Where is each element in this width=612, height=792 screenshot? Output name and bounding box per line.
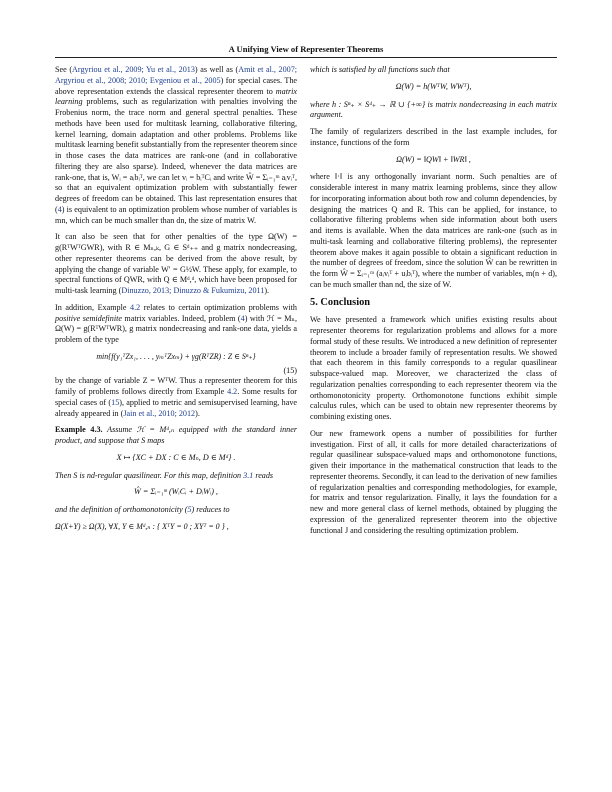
left-column [55, 65, 297, 540]
equation-ref-link[interactable]: 4 [240, 313, 245, 323]
right-column [310, 65, 557, 542]
equation-norm: Ω(W) = ‖QW‖ + ‖WR‖ , [396, 154, 471, 164]
example-label: Example 4.3. [55, 425, 103, 435]
header-rule [55, 57, 557, 58]
definition-ref-link[interactable]: 3.1 [243, 470, 254, 480]
citation-link[interactable]: Jain et al., 2010; 2012 [123, 408, 196, 418]
equation-ref-link[interactable]: 4 [57, 204, 62, 214]
equation-number: (15) [283, 365, 297, 375]
example-ref-link[interactable]: 4.2 [130, 302, 141, 312]
equation-h: Ω(W) = h(WᵀW, WWᵀ), [395, 81, 472, 91]
citation-link[interactable]: Dinuzzo, 2013; Dinuzzo & Fukumizu, 2011 [121, 286, 265, 295]
equation-what: Ŵ = Σᵢ₌₁ᵐ (WᵢCᵢ + DᵢWᵢ) , [134, 487, 218, 497]
example-text-orthomonotonicity: and the definition of orthomonotonicity (5) reduces to [55, 505, 230, 514]
paragraph-change-of-variable: by the change of variable Z = WᵀW. Thus a representer theorem for this family of problems follows directly from Example 4.2. Some results for special cases of (15), applied to metric and semisupervised learning, have already appeared in (Jain et al., 2010; 2012). [55, 376, 298, 418]
example-text: Then S is nd-regular quasilinear. For this map, definition 3.1 reads [55, 470, 274, 480]
equation-orthomonotone: Ω(X+Y) ≥ Ω(X), ∀X, Y ∈ Mᵈ,ₙ : { XᵀY = 0 ; XYᵀ = 0 } , [55, 521, 229, 531]
running-header: A Unifying View of Representer Theorems [228, 44, 384, 54]
citation-link[interactable]: Amit et al., 2007; Argyriou et al., 2008; 2010; Evgeniou et al., 2005 [55, 65, 298, 85]
paragraph-family: The family of regularizers described in the last example includes, for instance, functions of the form [310, 127, 557, 147]
equation-15: min{f(y₁ᵀZx₁, . . . , yₘᵀZxₘ) + γg(RᵀZR) : Z ∈ Sⁿ₊} [96, 351, 256, 361]
paragraph-satisfied: which is satisfied by all functions such that [310, 65, 450, 74]
equation-ref-link[interactable]: 15 [111, 397, 120, 407]
section-heading-conclusion: 5. Conclusion [310, 296, 371, 308]
paragraph-conclusion-1: We have presented a framework which unifies existing results about representer theorems for regularization problems and allows for a more formal study of these results. We introduced a new definition of representer theorem to include a broader family of representation results. We showed that each theorem in this family corresponds to a regular quasilinear subspace-valued map. Moreover, we characterized the class of regularization penalties corresponding to each representer theorem via the orthomonotonicity property. Orthomonotone functions exhibit simple calculus rules, which can be used to obtain new representer theorems by combining existing ones. [310, 315, 557, 421]
example-ref-link[interactable]: 4.2 [227, 387, 238, 396]
citation-link[interactable]: Argyriou et al., 2009; Yu et al., 2013 [72, 65, 195, 74]
paragraph-other-penalties: It can also be seen that for other penalties of the type Ω(W) = g(RᵀWᵀGWR), with R ∈ Mₙ,ₖ, G ∈ Sᵈ₊₊ and g matrix nondecreasing, other representer theorems can be derived from the above result, by applying the change of variable W′ = G½W. These apply, for example, to spectral functions of QWR, with Q ∈ Mᵈ,ᵈ, which have been proposed for multi-task learning (Dinuzzo, 2013; Dinuzzo & Fukumizu, 2011). [55, 232, 297, 295]
paragraph-orthogonal-norm: where ‖·‖ is any orthogonally invariant norm. Such penalties are of considerable interest in many matrix learning problems, since they allow for incorporating information about both row and column dependencies, by designing the matrices Q and R. This can be applied, for instance, to collaborative filtering problems when side information about both users and items is available. When the data matrices are rank-one (such as in multi-task learning and collaborative filtering problems), the representer theorem above makes it again possible to obtain a significant reduction in the number of degrees of freedom, since the solution Ŵ can be rewritten in the form Ŵ = Σᵢ₌₁ᵐ (aᵢvᵢᵀ + uᵢbᵢᵀ), where the number of variables, m(n + d), can be much smaller than nd, the size of W. [310, 172, 557, 289]
paragraph-h-definition: where h : Sⁿ₊ × Sᵈ₊ → ℝ ∪ {+∞} is matrix nondecreasing in each matrix argument. [310, 99, 557, 120]
equation-ref-link[interactable]: 5 [187, 505, 192, 514]
paragraph-psd: In addition, Example 4.2 relates to certain optimization problems with positive semidefinite matrix variables. Indeed, problem (4) with ℋ = Mₙ, Ω(W) = g(RᵀWᵀWR), g matrix nondecreasing and rank-one data, yields a problem of the type [55, 302, 297, 344]
example-4-3: Example 4.3. Assume ℋ = Mᵈ,ₙ equipped with the standard inner product, and suppose that S maps [55, 425, 297, 445]
paragraph-representation: See (Argyriou et al., 2009; Yu et al., 2013) as well as (Amit et al., 2007; Argyriou et al., 2008; 2010; Evgeniou et al., 2005) for special cases. The above representation extends the classical representer theorem to matrix learning problems, such as regularization with penalties involving the Frobenius norm, the trace norm and general spectral penalties. These methods have been used for multitask learning, collaborative filtering, kernel learning, domain adaptation and other problems. Problems like multitask learning benefit substantially from the representer theorem since in those cases the data matrices are rank-one (and in collaborative filtering they are also sparse). Indeed, whenever the data matrices are rank-one, that is, Wᵢ = aᵢbᵢᵀ, we can let vᵢ = bᵢᵀCᵢ and write Ŵ = Σᵢ₌₁ᵐ aᵢvᵢᵀ, so that an equivalent optimization problem with substantially fewer degrees of freedom can be obtained. This last representation ensures that (4) is equivalent to an optimization problem whose number of variables is mn, which can be much smaller than dn, the size of matrix W. [55, 65, 298, 225]
equation-map: X ↦ {XC + DX : C ∈ Mₙ, D ∈ Mᵈ} . [116, 452, 236, 462]
paragraph-conclusion-2: Our new framework opens a number of possibilities for further investigation. First of all, it calls for more detailed characterizations of regular quasilinear subspace-valued maps and orthomonotone functions, given their importance in the mathematical construction that leads to the representer theorems. Secondly, it can lead to the derivation of new families of regularization penalties and corresponding methodologies, for example, for matrix and tensor regularization. Finally, it lays the foundation for a new and more general class of kernel methods, obtained by plugging the expression of the generalized representer theorem into the objective functional J and considering the resulting optimization problem. [310, 428, 557, 535]
